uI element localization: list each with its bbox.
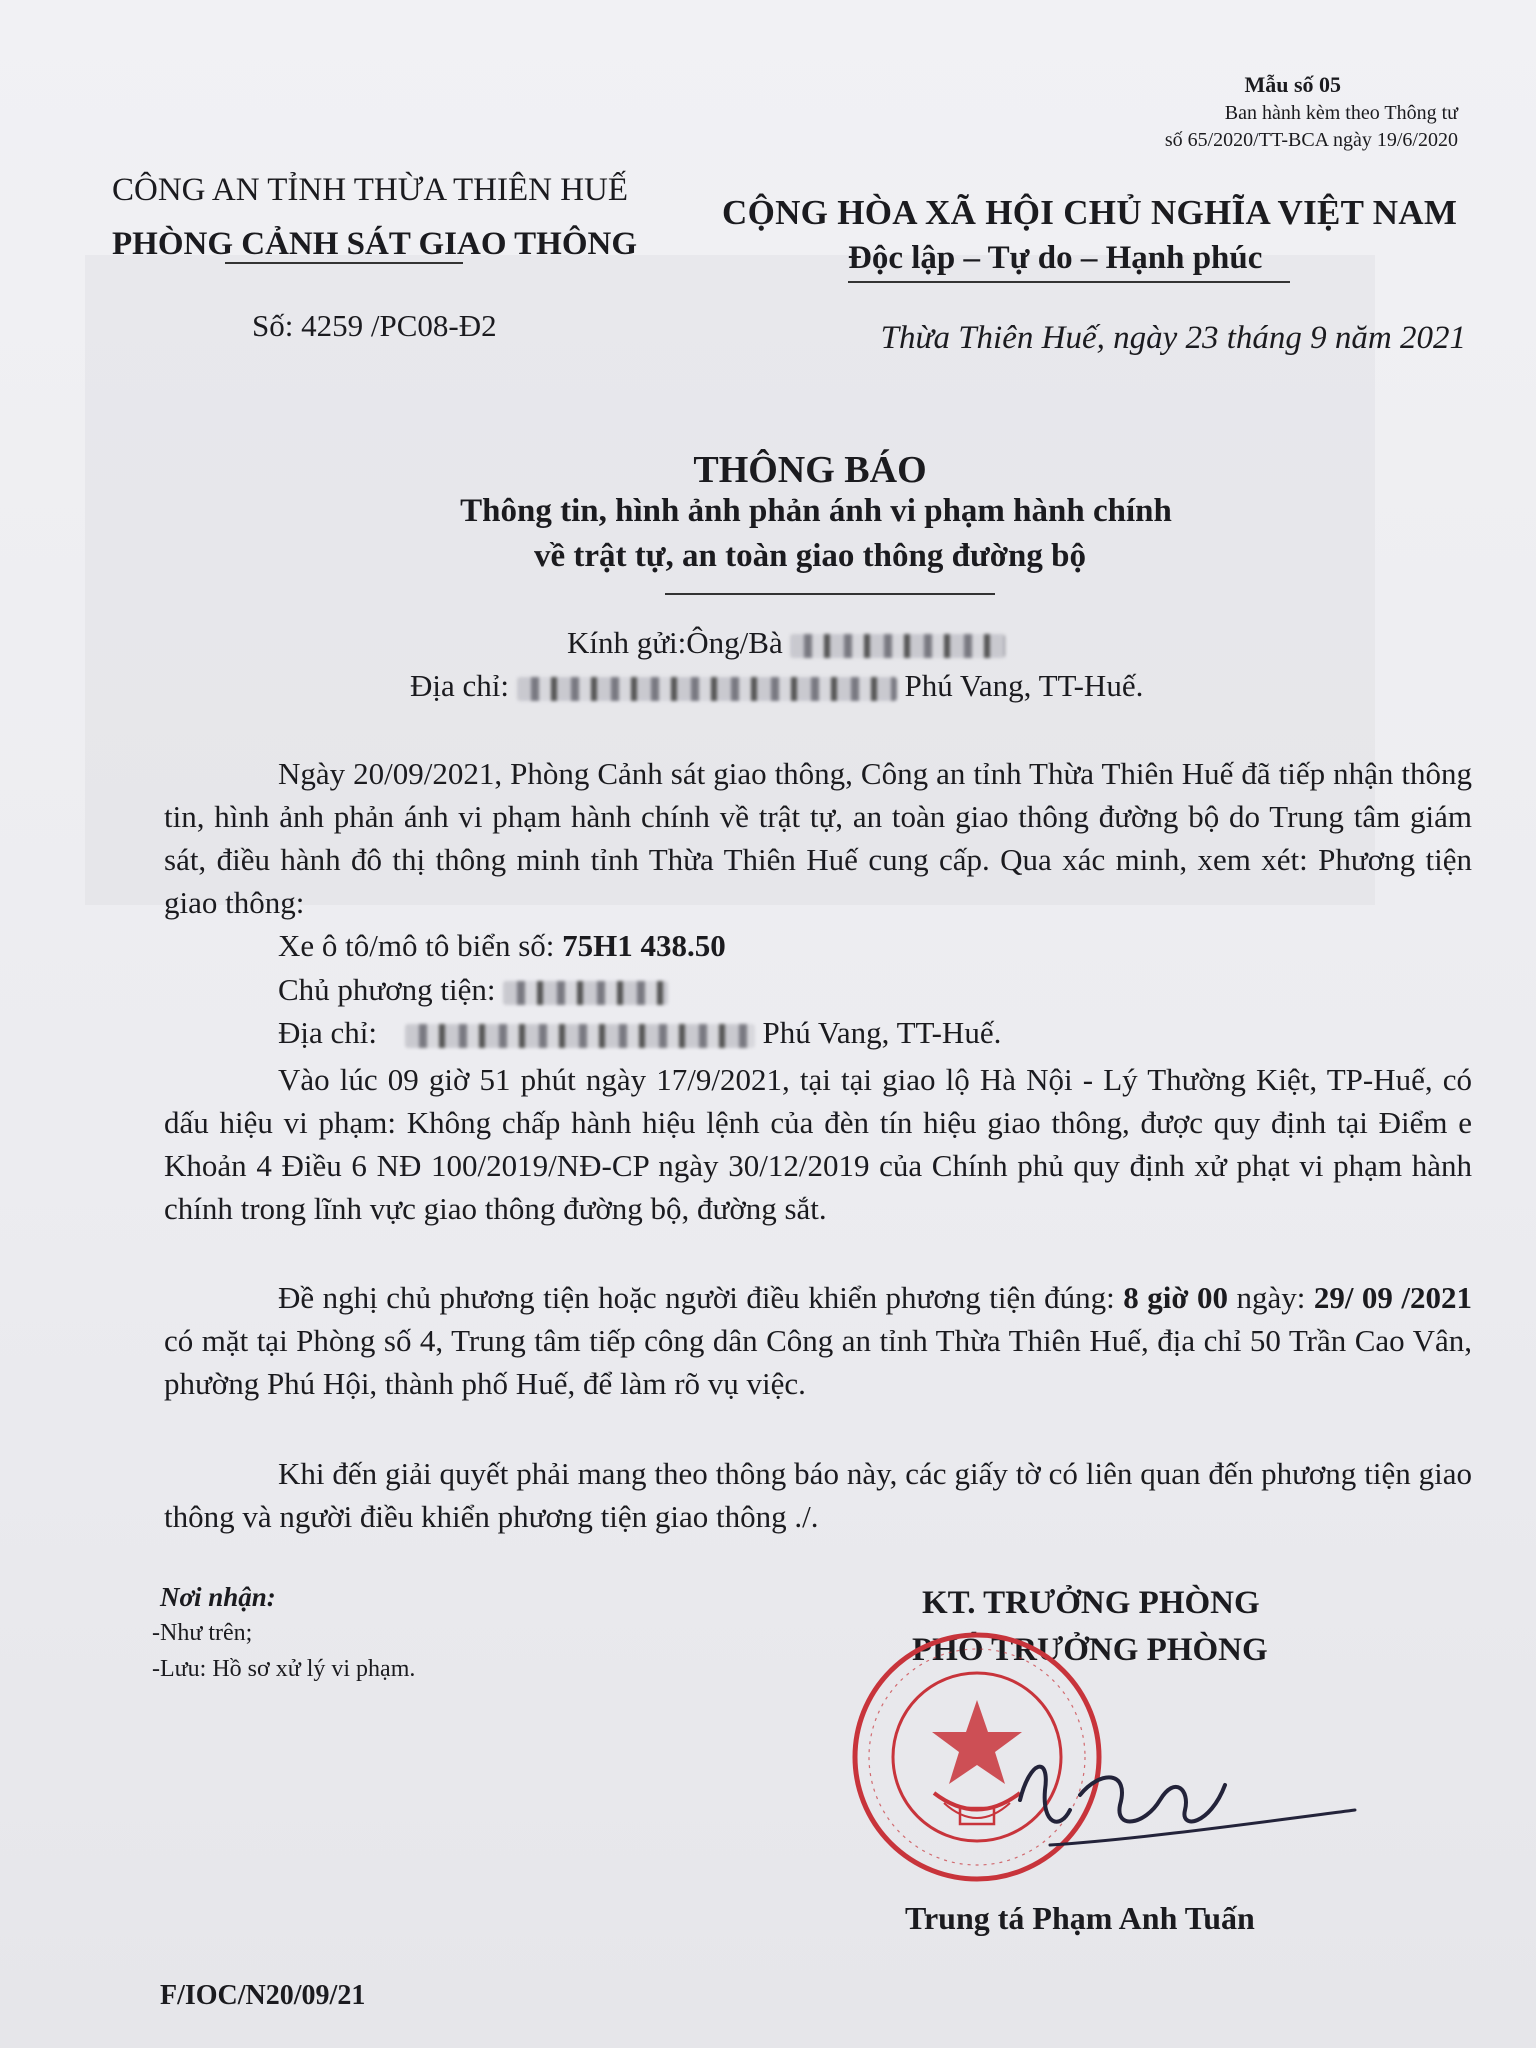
plate-line (278, 928, 726, 964)
owner-address-label: Địa chỉ: (278, 1015, 377, 1050)
recipient-address-suffix: Phú Vang, TT-Huế. (904, 668, 1144, 703)
document-title: THÔNG BÁO (693, 449, 927, 491)
plate-number: 75H1 438.50 (562, 928, 726, 963)
issued-note-line2: số 65/2020/TT-BCA ngày 19/6/2020 (1164, 129, 1458, 151)
owner-line (278, 972, 668, 1008)
recipient-label: Kính gửi:Ông/Bà (567, 625, 783, 660)
redacted-name (790, 634, 1005, 658)
issued-note-line1: Ban hành kèm theo Thông tư (1224, 102, 1458, 124)
agency-name: PHÒNG CẢNH SÁT GIAO THÔNG (112, 226, 638, 262)
national-motto: Độc lập – Tự do – Hạnh phúc (848, 240, 1263, 276)
recipients-label: Nơi nhận: (160, 1582, 276, 1612)
sign-title-2: PHÓ TRƯỞNG PHÒNG (912, 1632, 1268, 1668)
document-number: Số: 4259 /PC08-Đ2 (252, 308, 497, 343)
motto-underline (848, 281, 1290, 283)
appointment-time: 8 giờ 00 (1123, 1280, 1228, 1315)
owner-address-line (278, 1015, 1001, 1051)
recipient-address-line (410, 668, 1143, 704)
form-code: F/IOC/N20/09/21 (160, 1980, 366, 2011)
title-underline (665, 593, 995, 595)
para3-text-c: có mặt tại Phòng số 4, Trung tâm tiếp công dân Công an tỉnh Thừa Thiên Huế, địa chỉ 50 Trần Cao Vân, phường Phú Hội, thành phố Huế, để làm rõ vụ việc. (164, 1323, 1472, 1401)
agency-parent: CÔNG AN TỈNH THỪA THIÊN HUẾ (112, 172, 629, 208)
para3-text-b: ngày: (1228, 1280, 1314, 1315)
recipient-line (567, 625, 1005, 661)
nation-title: CỘNG HÒA XÃ HỘI CHỦ NGHĨA VIỆT NAM (722, 193, 1458, 232)
redacted-address (517, 677, 897, 701)
document-subtitle-1: Thông tin, hình ảnh phản ánh vi phạm hành chính (460, 493, 1172, 529)
para3-text-a: Đề nghị chủ phương tiện hoặc người điều khiển phương tiện đúng: (278, 1280, 1124, 1315)
redacted-owner-address (405, 1024, 755, 1048)
paragraph-2: Vào lúc 09 giờ 51 phút ngày 17/9/2021, tại tại giao lộ Hà Nội - Lý Thường Kiệt, TP-Huế, có dấu hiệu vi phạm: Không chấp hành hiệu lệnh của đèn tín hiệu giao thông, được quy định tại Điểm e Khoản 4 Điều 6 NĐ 100/2019/NĐ-CP ngày 30/12/2019 của Chính phủ quy định xử phạt vi phạm hành chính trong lĩnh vực giao thông đường bộ, đường sắt. (164, 1062, 1472, 1226)
owner-label: Chủ phương tiện: (278, 972, 496, 1007)
agency-underline (225, 262, 463, 264)
document-subtitle-2: về trật tự, an toàn giao thông đường bộ (533, 538, 1086, 574)
sign-title-1: KT. TRƯỞNG PHÒNG (922, 1585, 1260, 1621)
owner-address-suffix: Phú Vang, TT-Huế. (762, 1015, 1002, 1050)
recipient-address-label: Địa chỉ: (410, 668, 509, 703)
appointment-date: 29/ 09 /2021 (1313, 1280, 1473, 1315)
place-date: Thừa Thiên Huế, ngày 23 tháng 9 năm 2021 (880, 320, 1466, 356)
signer-name: Trung tá Phạm Anh Tuấn (905, 1900, 1255, 1936)
form-number: Mẫu số 05 (1244, 72, 1341, 97)
paragraph-3 (164, 1276, 1472, 1405)
recipients-item-2: -Lưu: Hồ sơ xử lý vi phạm. (152, 1656, 416, 1682)
handwritten-signature (1010, 1730, 1380, 1870)
paragraph-1: Ngày 20/09/2021, Phòng Cảnh sát giao thông, Công an tỉnh Thừa Thiên Huế đã tiếp nhận thông tin, hình ảnh phản ánh vi phạm hành chính về trật tự, an toàn giao thông đường bộ do Trung tâm giám sát, điều hành đô thị thông minh tỉnh Thừa Thiên Huế cung cấp. Qua xác minh, xem xét: Phương tiện giao thông: (164, 756, 1472, 920)
recipients-item-1: -Như trên; (152, 1620, 253, 1646)
plate-label: Xe ô tô/mô tô biển số: (278, 928, 563, 963)
paragraph-4: Khi đến giải quyết phải mang theo thông báo này, các giấy tờ có liên quan đến phương tiện giao thông và người điều khiển phương tiện giao thông ./. (164, 1456, 1472, 1534)
redacted-owner (503, 981, 668, 1005)
